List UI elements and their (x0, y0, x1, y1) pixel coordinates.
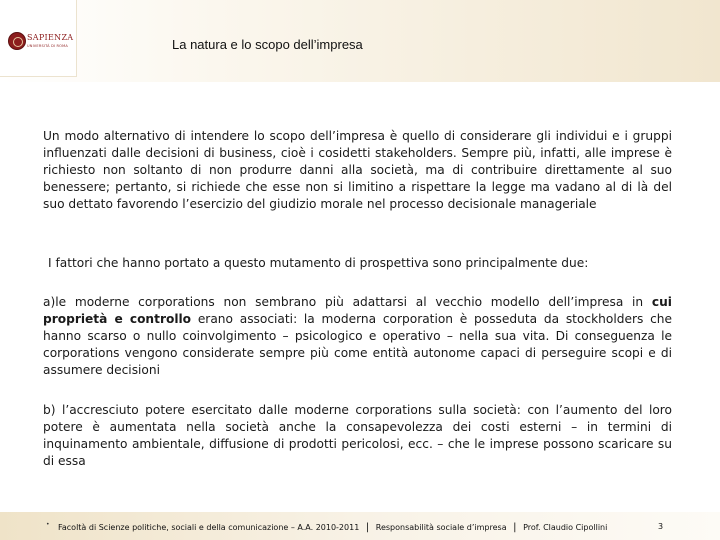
factor-a-text-start: a)le moderne corporations non sembrano più adattarsi al vecchio modello dell’impresa in (43, 295, 652, 309)
footer-faculty: Facoltà di Scienze politiche, sociali e della comunicazione – A.A. 2010-2011 (58, 523, 360, 532)
slide-title: La natura e lo scopo dell’impresa (172, 37, 363, 52)
footer-professor: Prof. Claudio Cipollini (523, 523, 608, 532)
logo-name: SAPIENZA (27, 33, 74, 42)
paragraph-factors-intro: I fattori che hanno portato a questo mutamento di prospettiva sono principalmente due: (48, 256, 589, 270)
paragraph-factor-a (43, 294, 672, 379)
university-logo (0, 0, 77, 77)
footer-text (58, 522, 607, 533)
factor-a-text-end: erano associati: la moderna corporation è posseduta da stockholders che hanno scarso o nullo coinvolgimento – psicologico e operativo – nella sua vita. Di conseguenza le corporations vengono considerate sempre più come entità autonome capaci di perseguire scopi e di assumere decisioni (43, 312, 672, 377)
footer-course: Responsabilità sociale d’impresa (375, 523, 507, 532)
paragraph-factor-b: b) l’accresciuto potere esercitato dalle moderne corporations sulla società: con l’aumento del loro potere è aumentata nella società anche la consapevolezza dei costi esterni – in termini di inquinamento ambientale, diffusione di prodotti pericolosi, ecc. – che le imprese possono scaricare su di essa (43, 403, 672, 468)
footer-separator: | (513, 522, 517, 533)
factor-a-bold-text: cui proprietà e controllo (43, 295, 672, 326)
footer-separator: | (365, 522, 370, 533)
page-number: 3 (658, 522, 664, 531)
seal-icon (8, 32, 26, 50)
footer-bullet: • (46, 521, 50, 528)
paragraph-stakeholders: Un modo alternativo di intendere lo scopo dell’impresa è quello di considerare gli individui e i gruppi influenzati dalle decisioni di business, cioè i cosidetti stakeholders. Sempre più, infatti, alle imprese è richiesto non soltanto di non produrre danni alla società, ma di contribuire direttamente al suo benessere; pertanto, si richiede che esse non si limitino a rispettare la legge ma vadano al di là del suo dettato favorendo l’esercizio del giudizio morale nel processo decisionale manageriale (43, 129, 672, 211)
logo-subtitle: UNIVERSITÀ DI ROMA (27, 44, 68, 48)
